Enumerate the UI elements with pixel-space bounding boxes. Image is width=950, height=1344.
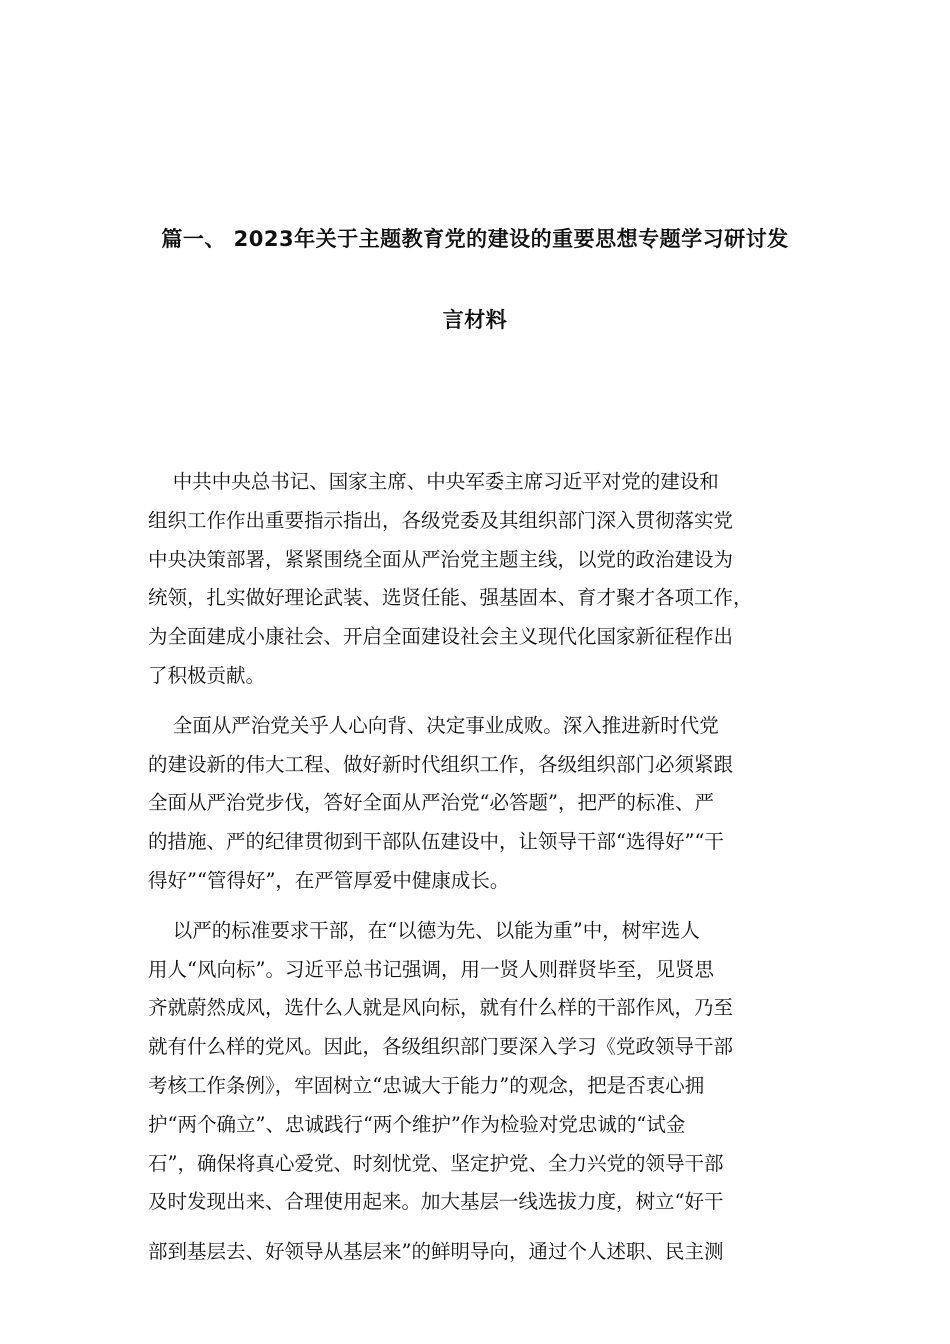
paragraph-line: 以严的标准要求干部，在“以德为先、以能为重”中，树牢选人	[148, 918, 700, 942]
paragraph-3	[148, 912, 808, 1272]
paragraph-line: 中央决策部署，紧紧围绕全面从严治党主题主线，以党的政治建设为	[148, 547, 734, 571]
paragraph-line: 护“两个确立”、忠诚践行“两个维护”作为检验对党忠诚的“试金	[148, 1112, 686, 1136]
paragraph-2	[148, 707, 808, 901]
paragraph-line: 的建设新的伟大工程、做好新时代组织工作，各级组织部门必须紧跟	[148, 752, 734, 776]
paragraph-line: 了积极贡献。	[148, 663, 266, 687]
paragraph-line: 组织工作作出重要指示指出，各级党委及其组织部门深入贯彻落实党	[148, 508, 734, 532]
paragraph-line: 得好”“管得好”，在严管厚爱中健康成长。	[148, 868, 510, 892]
document-body	[148, 463, 808, 1272]
paragraph-line: 用人“风向标”。习近平总书记强调，用一贤人则群贤毕至，见贤思	[148, 957, 714, 981]
paragraph-line: 考核工作条例》，牢固树立“忠诚大于能力”的观念，把是否衷心拥	[148, 1073, 705, 1097]
paragraph-line: 及时发现出来、合理使用起来。加大基层一线选拔力度，树立“好干	[148, 1190, 724, 1214]
paragraph-1	[148, 463, 808, 696]
paragraph-line: 就有什么样的党风。因此，各级组织部门要深入学习《党政领导干部	[148, 1035, 734, 1059]
document-title-line-2: 言材料	[442, 308, 508, 332]
paragraph-line: 为全面建成小康社会、开启全面建设社会主义现代化国家新征程作出	[148, 625, 734, 649]
paragraph-line: 部到基层去、好领导从基层来”的鲜明导向，通过个人述职、民主测	[148, 1240, 724, 1264]
paragraph-line: 全面从严治党关乎人心向背、决定事业成败。深入推进新时代党	[148, 713, 719, 737]
paragraph-line: 中共中央总书记、国家主席、中央军委主席习近平对党的建设和	[148, 470, 719, 493]
paragraph-line: 石”，确保将真心爱党、时刻忧党、坚定护党、全力兴党的领导干部	[148, 1151, 724, 1175]
document-title-line-1: 篇一、 2023年关于主题教育党的建设的重要思想专题学习研讨发	[161, 227, 789, 251]
paragraph-line: 全面从严治党步伐，答好全面从严治党“必答题”，把严的标准、严	[148, 791, 714, 815]
paragraph-line: 齐就蔚然成风，选什么人就是风向标，就有什么样的干部作风，乃至	[148, 996, 734, 1020]
paragraph-line: 的措施、严的纪律贯彻到干部队伍建设中，让领导干部“选得好”“干	[148, 830, 724, 854]
paragraph-line: 统领，扎实做好理论武装、选贤任能、强基固本、育才聚才各项工作，	[148, 586, 753, 610]
